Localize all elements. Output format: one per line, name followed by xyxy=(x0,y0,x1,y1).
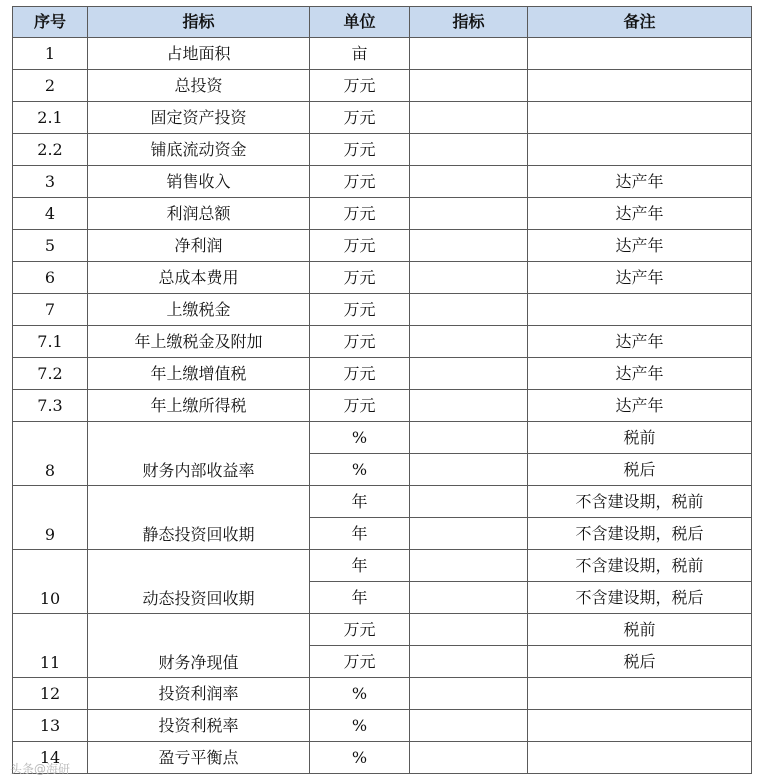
cell-note: 不含建设期，税后 xyxy=(528,582,752,614)
cell-note xyxy=(528,710,752,742)
cell-unit: 万元 xyxy=(310,614,410,646)
cell-indicator: 净利润 xyxy=(88,230,310,262)
cell-unit: 万元 xyxy=(310,646,410,678)
cell-note xyxy=(528,678,752,710)
cell-value xyxy=(410,550,528,582)
cell-unit: 万元 xyxy=(310,166,410,198)
cell-note: 达产年 xyxy=(528,262,752,294)
cell-note: 达产年 xyxy=(528,198,752,230)
cell-unit: 万元 xyxy=(310,294,410,326)
table-row xyxy=(13,262,752,294)
cell-unit: 万元 xyxy=(310,102,410,134)
cell-unit: 年 xyxy=(310,518,410,550)
cell-serial: 7.1 xyxy=(13,326,88,358)
cell-value xyxy=(410,166,528,198)
cell-unit: % xyxy=(310,422,410,454)
table-row xyxy=(13,710,752,742)
cell-note: 不含建设期，税前 xyxy=(528,550,752,582)
cell-unit: 万元 xyxy=(310,358,410,390)
table-row xyxy=(13,678,752,710)
cell-note: 税前 xyxy=(528,614,752,646)
cell-unit: 万元 xyxy=(310,134,410,166)
cell-serial: 10 xyxy=(13,550,88,614)
cell-value xyxy=(410,294,528,326)
cell-serial: 11 xyxy=(13,614,88,678)
cell-serial: 7.2 xyxy=(13,358,88,390)
table-row xyxy=(13,70,752,102)
cell-indicator: 总投资 xyxy=(88,70,310,102)
cell-note: 不含建设期，税后 xyxy=(528,518,752,550)
cell-indicator: 动态投资回收期 xyxy=(88,550,310,614)
header-note: 备注 xyxy=(528,7,752,38)
cell-serial: 2.2 xyxy=(13,134,88,166)
cell-serial: 2 xyxy=(13,70,88,102)
cell-note: 达产年 xyxy=(528,358,752,390)
table-row xyxy=(13,198,752,230)
cell-note: 达产年 xyxy=(528,230,752,262)
cell-value xyxy=(410,262,528,294)
cell-serial: 13 xyxy=(13,710,88,742)
cell-serial: 12 xyxy=(13,678,88,710)
cell-note xyxy=(528,38,752,70)
cell-value xyxy=(410,582,528,614)
cell-value xyxy=(410,70,528,102)
cell-unit: 年 xyxy=(310,550,410,582)
cell-indicator: 销售收入 xyxy=(88,166,310,198)
cell-indicator: 年上缴所得税 xyxy=(88,390,310,422)
table-row xyxy=(13,358,752,390)
cell-value xyxy=(410,134,528,166)
cell-value xyxy=(410,454,528,486)
cell-note xyxy=(528,294,752,326)
cell-note xyxy=(528,102,752,134)
header-value: 指标 xyxy=(410,7,528,38)
cell-value xyxy=(410,102,528,134)
cell-serial: 14 xyxy=(13,742,88,774)
cell-indicator: 上缴税金 xyxy=(88,294,310,326)
cell-note: 税后 xyxy=(528,454,752,486)
cell-serial: 9 xyxy=(13,486,88,550)
table-row xyxy=(13,230,752,262)
cell-unit: 年 xyxy=(310,486,410,518)
cell-value xyxy=(410,358,528,390)
table-row xyxy=(13,294,752,326)
cell-value xyxy=(410,38,528,70)
cell-indicator: 利润总额 xyxy=(88,198,310,230)
cell-note xyxy=(528,742,752,774)
cell-note xyxy=(528,134,752,166)
cell-indicator: 固定资产投资 xyxy=(88,102,310,134)
cell-note: 税前 xyxy=(528,422,752,454)
cell-indicator: 财务内部收益率 xyxy=(88,422,310,486)
cell-indicator: 投资利润率 xyxy=(88,678,310,710)
cell-indicator: 财务净现值 xyxy=(88,614,310,678)
cell-unit: 亩 xyxy=(310,38,410,70)
cell-unit: 万元 xyxy=(310,198,410,230)
cell-unit: 万元 xyxy=(310,390,410,422)
cell-value xyxy=(410,646,528,678)
table-row xyxy=(13,102,752,134)
cell-serial: 2.1 xyxy=(13,102,88,134)
cell-indicator: 铺底流动资金 xyxy=(88,134,310,166)
cell-unit: % xyxy=(310,742,410,774)
cell-serial: 6 xyxy=(13,262,88,294)
cell-value xyxy=(410,390,528,422)
cell-note: 达产年 xyxy=(528,166,752,198)
cell-serial: 8 xyxy=(13,422,88,486)
cell-indicator: 盈亏平衡点 xyxy=(88,742,310,774)
table-row xyxy=(13,326,752,358)
cell-indicator: 占地面积 xyxy=(88,38,310,70)
table-row xyxy=(13,614,752,646)
table-row xyxy=(13,486,752,518)
cell-serial: 1 xyxy=(13,38,88,70)
cell-unit: 万元 xyxy=(310,262,410,294)
cell-indicator: 总成本费用 xyxy=(88,262,310,294)
cell-unit: 万元 xyxy=(310,326,410,358)
table-row xyxy=(13,38,752,70)
table-row xyxy=(13,166,752,198)
cell-unit: 年 xyxy=(310,582,410,614)
cell-value xyxy=(410,230,528,262)
cell-unit: % xyxy=(310,678,410,710)
indicator-table xyxy=(12,6,752,774)
cell-value xyxy=(410,518,528,550)
cell-unit: % xyxy=(310,710,410,742)
cell-indicator: 投资利税率 xyxy=(88,710,310,742)
cell-indicator: 静态投资回收期 xyxy=(88,486,310,550)
watermark: 头条@海研 xyxy=(10,762,71,776)
cell-value xyxy=(410,326,528,358)
cell-note: 税后 xyxy=(528,646,752,678)
table-row xyxy=(13,390,752,422)
cell-value xyxy=(410,422,528,454)
cell-unit: % xyxy=(310,454,410,486)
table-row xyxy=(13,134,752,166)
cell-note: 达产年 xyxy=(528,326,752,358)
header-row xyxy=(13,7,752,38)
cell-serial: 7 xyxy=(13,294,88,326)
cell-serial: 7.3 xyxy=(13,390,88,422)
cell-indicator: 年上缴税金及附加 xyxy=(88,326,310,358)
cell-unit: 万元 xyxy=(310,230,410,262)
table-row xyxy=(13,742,752,774)
cell-unit: 万元 xyxy=(310,70,410,102)
cell-serial: 3 xyxy=(13,166,88,198)
table-row xyxy=(13,422,752,454)
cell-note: 不含建设期，税前 xyxy=(528,486,752,518)
cell-serial: 5 xyxy=(13,230,88,262)
cell-value xyxy=(410,486,528,518)
header-serial: 序号 xyxy=(13,7,88,38)
cell-value xyxy=(410,710,528,742)
header-unit: 单位 xyxy=(310,7,410,38)
cell-value xyxy=(410,614,528,646)
cell-note xyxy=(528,70,752,102)
cell-value xyxy=(410,678,528,710)
cell-value xyxy=(410,198,528,230)
cell-serial: 4 xyxy=(13,198,88,230)
header-indicator: 指标 xyxy=(88,7,310,38)
cell-indicator: 年上缴增值税 xyxy=(88,358,310,390)
cell-value xyxy=(410,742,528,774)
cell-note: 达产年 xyxy=(528,390,752,422)
table-row xyxy=(13,550,752,582)
